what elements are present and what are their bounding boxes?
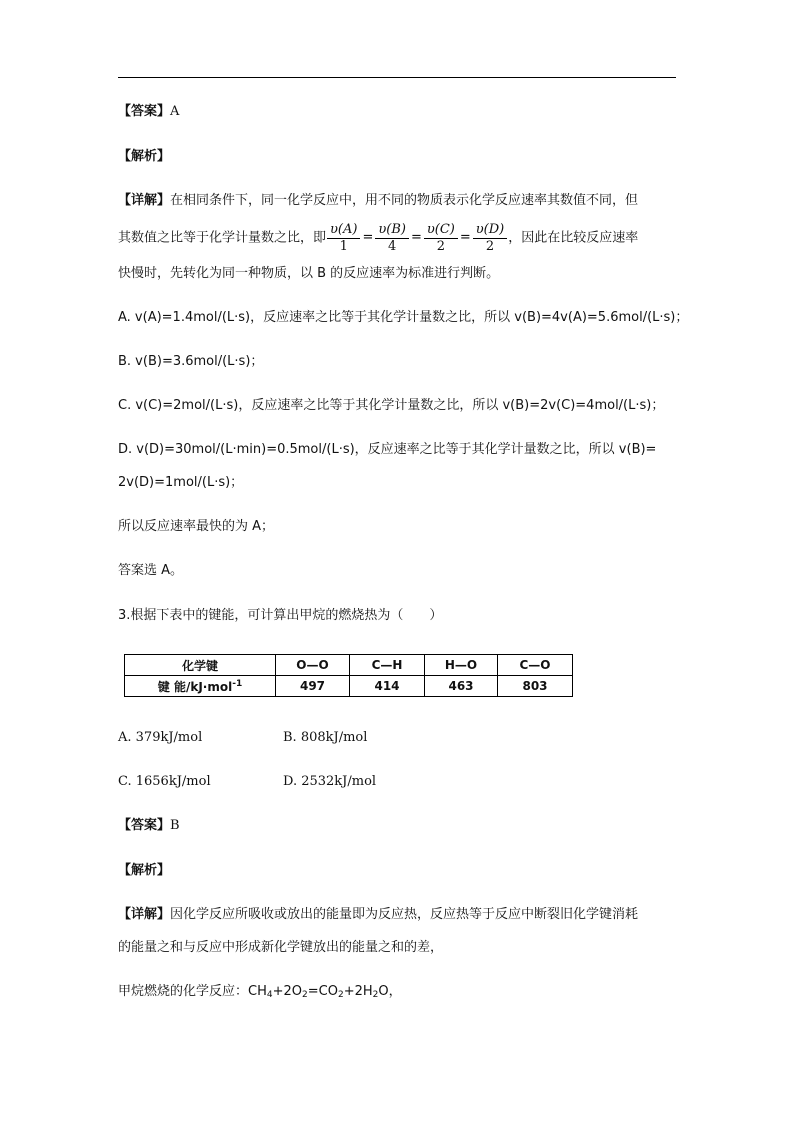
rate-fraction-d — [473, 222, 507, 255]
item-c: C. v(C)=2mol/(L·s)，反应速率之比等于其化学计量数之比，所以 v(B)=2v(C)=4mol/(L·s)； — [118, 398, 665, 413]
rate-fraction-c — [424, 222, 458, 255]
table-row — [125, 655, 573, 676]
table-cell-bond: O—O — [276, 655, 350, 676]
table-cell-energy: 803 — [498, 676, 573, 697]
fraction-numerator: υ(D) — [473, 222, 507, 239]
fraction-denominator: 2 — [485, 238, 495, 254]
detail-text: 因化学反应所吸收或放出的能量即为反应热，反应热等于反应中断裂旧化学键消耗 — [170, 907, 639, 922]
table-cell-energy: 463 — [425, 676, 498, 697]
answer-tag: 【答案】 — [118, 104, 171, 119]
formula-subscript: 2 — [337, 990, 344, 1000]
fraction-denominator: 2 — [436, 238, 446, 254]
header-rule — [118, 77, 676, 78]
answer-line-2 — [118, 817, 180, 835]
option-d: D. 2532kJ/mol — [283, 774, 377, 789]
table-cell-bond: H—O — [425, 655, 498, 676]
answer-value: B — [170, 818, 180, 833]
conclusion: 所以反应速率最快的为 A； — [118, 519, 275, 534]
reaction-line — [118, 983, 402, 1004]
table-cell-energy: 414 — [350, 676, 425, 697]
table-energy-label — [125, 676, 276, 697]
formula-subscript: 2 — [372, 990, 379, 1000]
item-a: A. v(A)=1.4mol/(L·s)，反应速率之比等于其化学计量数之比，所以 v(B)=4v(A)=5.6mol/(L·s)； — [118, 310, 689, 325]
reaction-prefix: 甲烷燃烧的化学反应： — [118, 984, 249, 999]
detail-line-2 — [118, 218, 638, 259]
energy-label-exponent: -1 — [232, 678, 243, 689]
table-row — [125, 676, 573, 697]
analysis-heading-1: 【解析】 — [118, 149, 171, 164]
formula-part: O， — [378, 984, 402, 999]
equals-sign: = — [410, 230, 422, 245]
detail-text: 在相同条件下，同一化学反应中，用不同的物质表示化学反应速率其数值不同，但 — [170, 193, 639, 208]
detail2-line-2: 的能量之和与反应中形成新化学键放出的能量之和的差， — [118, 940, 444, 955]
table-cell-bond: C—O — [498, 655, 573, 676]
detail-tag: 【详解】 — [118, 193, 171, 208]
fraction-denominator: 4 — [388, 238, 397, 254]
rate-fraction-a — [327, 222, 360, 255]
fraction-numerator: υ(B) — [375, 222, 409, 239]
formula-part: +2O — [272, 984, 303, 999]
table-cell-bond: C—H — [350, 655, 425, 676]
table-cell-energy: 497 — [276, 676, 350, 697]
option-c: C. 1656kJ/mol — [118, 774, 211, 789]
rate-fraction-b — [375, 222, 409, 255]
equals-sign: = — [362, 230, 374, 245]
formula-part: CH — [248, 984, 267, 999]
option-a: A. 379kJ/mol — [118, 730, 203, 745]
detail-line-1 — [118, 192, 638, 210]
detail-line-3: 快慢时，先转化为同一种物质，以 B 的反应速率为标准进行判断。 — [118, 266, 500, 281]
detail2-line-1 — [118, 906, 638, 924]
reaction-equation — [248, 984, 402, 999]
item-d-line-2: 2v(D)=1mol/(L·s)； — [118, 475, 244, 490]
table-header-label: 化学键 — [125, 655, 276, 676]
question-3-stem: 3.根据下表中的键能，可计算出甲烷的燃烧热为（ ） — [118, 608, 443, 623]
item-b: B. v(B)=3.6mol/(L·s)； — [118, 354, 264, 369]
analysis-heading-2: 【解析】 — [118, 863, 171, 878]
answer-tag: 【答案】 — [118, 818, 171, 833]
fraction-numerator: υ(C) — [424, 222, 458, 239]
item-d-line-1: D. v(D)=30mol/(L·min)=0.5mol/(L·s)，反应速率之比等于其化学计量数之比，所以 v(B)= — [118, 442, 657, 457]
formula-subscript: 2 — [302, 990, 308, 1000]
formula-part: =CO — [307, 984, 338, 999]
answer-value: A — [170, 104, 180, 119]
detail-tag: 【详解】 — [118, 907, 171, 922]
detail-line2-pre: 其数值之比等于化学计量数之比，即 — [118, 230, 327, 246]
formula-subscript: 4 — [266, 990, 273, 1000]
bond-energy-table — [124, 654, 573, 697]
fraction-numerator: υ(A) — [327, 222, 360, 239]
energy-label-text: 键 能/kJ·mol — [157, 679, 233, 694]
detail-line2-post: ，因此在比较反应速率 — [508, 230, 639, 246]
equals-sign: = — [459, 230, 471, 245]
option-b: B. 808kJ/mol — [283, 730, 368, 745]
formula-part: +2H — [343, 984, 373, 999]
answer-line-1 — [118, 103, 179, 121]
final-answer: 答案选 A。 — [118, 563, 184, 578]
fraction-denominator: 1 — [339, 238, 348, 254]
